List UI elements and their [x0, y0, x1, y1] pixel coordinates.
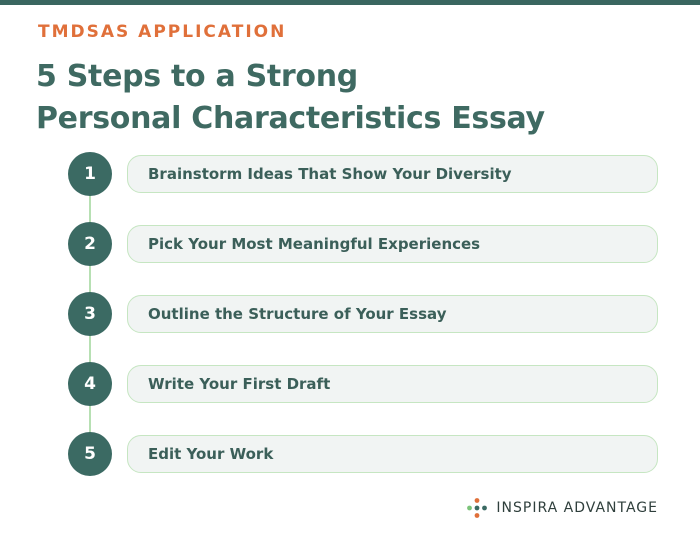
step-label: Edit Your Work: [148, 445, 274, 463]
inspira-dots-icon: [466, 497, 488, 519]
step-label: Pick Your Most Meaningful Experiences: [148, 235, 481, 253]
step-label: Write Your First Draft: [148, 375, 331, 393]
step-item: [127, 365, 658, 403]
step-number-badge: 3: [68, 292, 112, 336]
step-number-badge: 4: [68, 362, 112, 406]
step-label: Outline the Structure of Your Essay: [148, 305, 447, 323]
step-number-badge: 1: [68, 152, 112, 196]
step-item: [127, 295, 658, 333]
brand-name: INSPIRA ADVANTAGE: [496, 500, 658, 516]
step-item: [127, 155, 658, 193]
step-item: [127, 435, 658, 473]
title-line-2: Personal Characteristics Essay: [36, 101, 545, 136]
step-item: [127, 225, 658, 263]
step-number-badge: 5: [68, 432, 112, 476]
step-number-badge: 2: [68, 222, 112, 266]
eyebrow-label: TMDSAS APPLICATION: [38, 22, 287, 42]
step-label: Brainstorm Ideas That Show Your Diversity: [148, 165, 512, 183]
brand-logo-lockup: [466, 496, 658, 520]
title-line-1: 5 Steps to a Strong: [36, 59, 358, 94]
